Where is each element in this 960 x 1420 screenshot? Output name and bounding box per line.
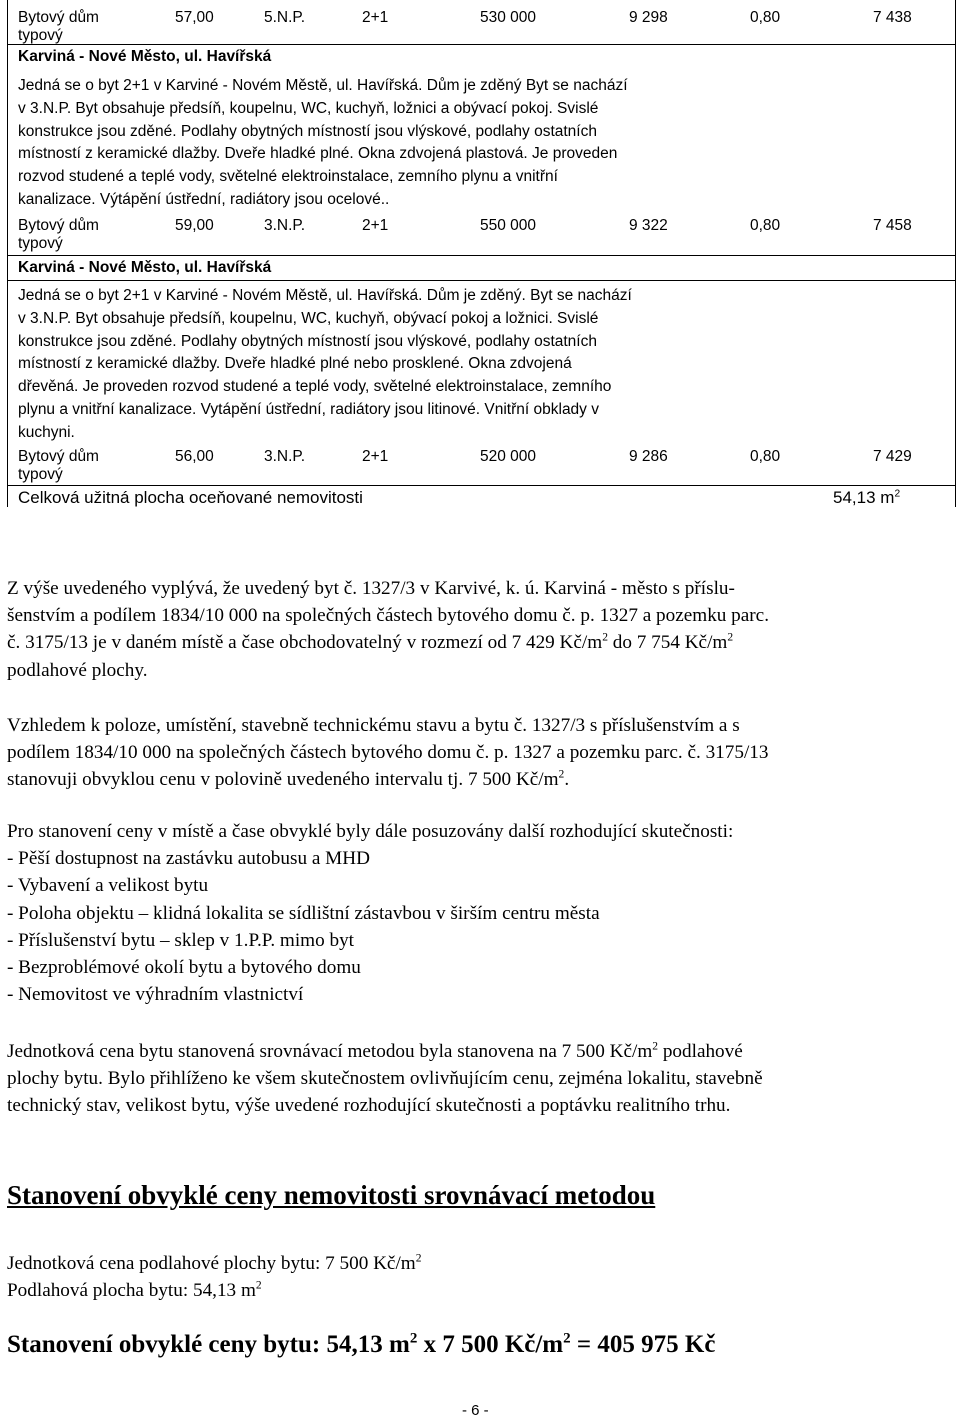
cell-disposition: 2+1 xyxy=(362,9,389,26)
superscript: 2 xyxy=(652,1040,659,1053)
row-address: Karviná - Nové Město, ul. Havířská xyxy=(18,259,272,276)
text-part: stanovuji obvyklou cenu v polovině uvedeného intervalu tj. 7 500 Kč/m xyxy=(7,769,559,791)
description-line: kanalizace. Výtápění ústřední, radiátory jsou ocelové.. xyxy=(18,190,390,208)
description-line: v 3.N.P. Byt obsahuje předsíň, koupelnu, WC, kuchyň, ložnici a obývací pokoj. Svislé xyxy=(18,99,599,117)
cell-price: 530 000 xyxy=(480,9,537,26)
superscript: 2 xyxy=(255,1279,262,1292)
valuation-paragraph xyxy=(7,712,942,794)
description-line: kuchyni. xyxy=(18,423,75,441)
table-divider xyxy=(7,280,955,281)
superscript: 2 xyxy=(894,488,901,500)
text-part: . xyxy=(564,769,570,791)
table-divider xyxy=(7,44,955,45)
description-line: dřevěná. Je proveden rozvod studené a teplé vody, světelné elektroinstalace, zemního xyxy=(18,378,612,396)
description-line: místností z keramické dlažby. Dveře hladké plné. Okna zdvojená plastová. Je proveden xyxy=(18,145,618,163)
cell-type-sub: typový xyxy=(18,466,63,483)
cell-coefficient: 0,80 xyxy=(750,217,781,234)
description-line: rozvod studené a teplé vody, světelné elektroinstalace, zemního plynu a vnitřní xyxy=(18,168,558,186)
cell-floor: 5.N.P. xyxy=(264,9,306,26)
cell-disposition: 2+1 xyxy=(362,217,389,234)
cell-adjusted-price: 7 438 xyxy=(873,9,912,26)
final-price-line xyxy=(7,1331,715,1359)
cell-type: Bytový dům xyxy=(18,217,99,234)
conclusion-paragraph xyxy=(7,575,942,684)
cell-area: 57,00 xyxy=(175,9,214,26)
cell-floor: 3.N.P. xyxy=(264,217,306,234)
cell-unit-price: 9 322 xyxy=(629,217,668,234)
text-part: podlahové xyxy=(658,1041,743,1062)
list-item: - Poloha objektu – klidná lokalita se sídlištní zástavbou v širším centru města xyxy=(7,902,600,924)
cell-type: Bytový dům xyxy=(18,9,99,26)
text-part: Jednotková cena bytu stanovená srovnávací metodou byla stanovena na 7 500 Kč/m xyxy=(7,1041,653,1062)
cell-unit-price: 9 286 xyxy=(629,448,668,465)
superscript: 2 xyxy=(409,1330,418,1347)
text-part: Stanovení obvyklé ceny bytu: 54,13 m xyxy=(7,1331,410,1358)
paragraph-line: Vzhledem k poloze, umístění, stavebně technickému stavu a bytu č. 1327/3 s příslušenstvím a s xyxy=(7,715,740,736)
list-item: - Bezproblémové okolí bytu a bytového domu xyxy=(7,956,361,978)
superscript: 2 xyxy=(602,631,608,644)
cell-price: 520 000 xyxy=(480,448,537,465)
floor-area-line xyxy=(7,1277,942,1304)
description-line: Jedná se o byt 2+1 v Karviné - Novém Městě, ul. Havířská. Dům je zděný Byt se nachází xyxy=(18,77,628,94)
cell-floor: 3.N.P. xyxy=(264,448,306,465)
cell-type: Bytový dům xyxy=(18,448,99,465)
page-number: - 6 - xyxy=(462,1402,489,1419)
description-line: plynu a vnitřní kanalizace. Vytápění ústřední, radiátory jsou litinové. Vnitřní obklady v xyxy=(18,400,599,418)
row-description xyxy=(18,285,678,445)
section-heading: Stanovení obvyklé ceny nemovitosti srovnávací metodou xyxy=(7,1180,656,1210)
unit-price-paragraph xyxy=(7,1038,942,1120)
factors-list xyxy=(7,818,942,1008)
cell-disposition: 2+1 xyxy=(362,448,389,465)
text-part: č. 3175/13 je v daném místě a čase obchodovatelný v rozmezí od 7 429 Kč/m xyxy=(7,632,603,654)
paragraph-line: šenstvím a podílem 1834/10 000 na společných částech bytového domu č. p. 1327 a pozemku parc. xyxy=(7,605,769,627)
list-item: - Příslušenství bytu – sklep v 1.P.P. mimo byt xyxy=(7,929,355,951)
total-area-label: Celková užitná plocha oceňované nemovitosti xyxy=(18,488,363,507)
row-address: Karviná - Nové Město, ul. Havířská xyxy=(18,48,272,65)
cell-area: 56,00 xyxy=(175,448,214,465)
cell-adjusted-price: 7 458 xyxy=(873,217,912,234)
paragraph-line: podlahové plochy. xyxy=(7,659,148,681)
paragraph-line xyxy=(7,1038,942,1065)
paragraph-line: technický stav, velikost bytu, výše uvedené rozhodující skutečnosti a poptávku realitního trhu. xyxy=(7,1095,731,1117)
list-intro: Pro stanovení ceny v místě a čase obvyklé byly dále posuzovány další rozhodující skutečnosti: xyxy=(7,821,734,842)
cell-price: 550 000 xyxy=(480,217,537,234)
description-line: konstrukce jsou zděné. Podlahy obytných místností jsou vlýskové, podlahy ostatních xyxy=(18,122,597,140)
cell-adjusted-price: 7 429 xyxy=(873,448,912,465)
calculation-inputs xyxy=(7,1250,942,1304)
paragraph-line: Z výše uvedeného vyplývá, že uvedený byt č. 1327/3 v Karvivé, k. ú. Karviná - město s příslu- xyxy=(7,578,735,599)
description-line: místností z keramické dlažby. Dveře hladké plné nebo prosklené. Okna zdvojená xyxy=(18,355,572,373)
text-part: x 7 500 Kč/m xyxy=(417,1331,564,1358)
superscript: 2 xyxy=(727,631,734,644)
cell-type-sub: typový xyxy=(18,27,63,44)
paragraph-line: podílem 1834/10 000 na společných částech bytového domu č. p. 1327 a pozemku parc. č. 3175/13 xyxy=(7,742,769,764)
cell-area: 59,00 xyxy=(175,217,214,234)
cell-type-sub: typový xyxy=(18,235,63,252)
description-line: Jedná se o byt 2+1 v Karviné - Novém Městě, ul. Havířská. Dům je zděný. Byt se nachází xyxy=(18,287,632,304)
superscript: 2 xyxy=(415,1252,422,1265)
row-description xyxy=(18,75,678,212)
cell-coefficient: 0,80 xyxy=(750,9,781,26)
cell-coefficient: 0,80 xyxy=(750,448,781,465)
superscript: 2 xyxy=(563,1330,571,1347)
text-part: do 7 754 Kč/m xyxy=(607,632,728,654)
description-line: konstrukce jsou zděné. Podlahy obytných místností jsou vlýskové, podlahy ostatních xyxy=(18,332,597,350)
paragraph-line: plochy bytu. Bylo přihlíženo ke všem skutečnostem ovlivňujícím cenu, zejména lokalitu, stavebně xyxy=(7,1068,763,1090)
unit-price-line xyxy=(7,1250,942,1277)
table-divider xyxy=(7,485,955,486)
total-area-number: 54,13 m xyxy=(833,488,895,507)
description-line: v 3.N.P. Byt obsahuje předsíň, koupelnu, WC, kuchyň, obývací pokoj a ložnici. Svislé xyxy=(18,309,599,327)
paragraph-line xyxy=(7,766,942,793)
list-item: - Vybavení a velikost bytu xyxy=(7,875,209,897)
list-item: - Nemovitost ve výhradním vlastnictví xyxy=(7,984,304,1006)
superscript: 2 xyxy=(558,768,565,781)
text-part: = 405 975 Kč xyxy=(570,1331,716,1358)
table-divider xyxy=(7,255,955,256)
list-item: - Pěší dostupnost na zastávku autobusu a MHD xyxy=(7,848,370,870)
text-part: Podlahová plocha bytu: 54,13 m xyxy=(7,1280,256,1302)
paragraph-line xyxy=(7,629,942,656)
text-part: Jednotková cena podlahové plochy bytu: 7 500 Kč/m xyxy=(7,1253,416,1274)
cell-unit-price: 9 298 xyxy=(629,9,668,26)
total-area-value xyxy=(833,488,900,508)
